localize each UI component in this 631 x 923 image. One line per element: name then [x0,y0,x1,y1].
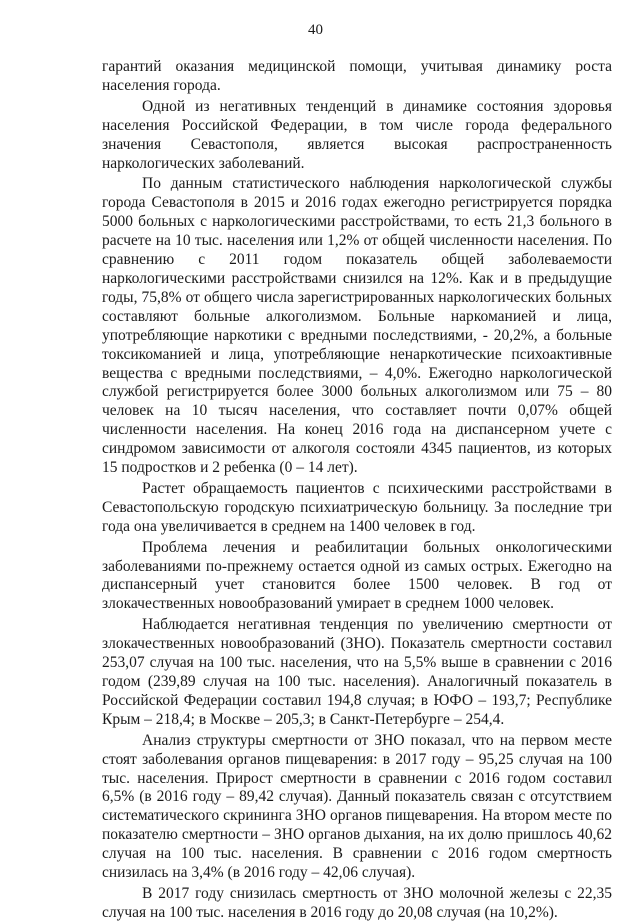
paragraph-narcology-trend: Одной из негативных тенденций в динамике состояния здоровья населения Российской Федерации, в том числе города федерального значения Севастополя, является высокая распространенность наркологических заболеваний. [102,97,612,172]
paragraph-cancer-mortality: Наблюдается негативная тенденция по увеличению смертности от злокачественных новообразований (ЗНО). Показатель смертности составил 253,07 случая на 100 тыс. населения, что на 5,5% выше в сравнении с 2016 годом (239,89 случая на 100 тыс. населения). Аналогичный показатель в Российской Федерации составил 194,8 случая; в ЮФО – 193,7; Республике Крым – 218,4; в Москве – 205,3; в Санкт-Петербурге – 254,4. [102,616,612,728]
paragraph-continuation: гарантий оказания медицинской помощи, учитывая динамику роста населения города. [102,58,612,94]
paragraph-psychiatric: Растет обращаемость пациентов с психическими расстройствами в Севастопольскую городскую психиатрическую больницу. За последние три года она увеличивается в среднем на 1400 человек в год. [102,479,612,535]
paragraph-oncology-problem: Проблема лечения и реабилитации больных онкологическими заболеваниями по-прежнему остается одной из самых острых. Ежегодно на диспансерный учет становится более 1500 человек. В год от злокачественных новообразований умирает в среднем 1000 человек. [102,538,612,613]
document-body [102,58,612,923]
paragraph-breast-cancer: В 2017 году снизилась смертность от ЗНО молочной железы с 22,35 случая на 100 тыс. населения в 2016 году до 20,08 случая (на 10,2%). [102,884,612,921]
paragraph-narcology-statistics: По данным статистического наблюдения наркологической службы города Севастополя в 2015 и 2016 годах ежегодно регистрируется порядка 5000 больных с наркологическими расстройствами, то есть 21,3 больного в расчете на 10 тыс. населения или 1,2% от общей численности населения. По сравнению с 2011 годом показатель общей заболеваемости наркологическими расстройствами снизился на 12%. Как и в предыдущие годы, 75,8% от общего числа зарегистрированных наркологических больных составляют больные алкоголизмом. Больные наркоманией и лица, употребляющие наркотики с вредными последствиями, - 20,2%, а больные токсикоманией и лица, употребляющие ненаркотические психоактивные вещества с вредными последствиями, – 4,0%. Ежегодно наркологической службой регистрируется более 3000 больных алкоголизмом или 75 – 80 человек на 10 тысяч населения, что составляет почти 0,07% общей численности населения. На конец 2016 года на диспансерном учете с синдромом зависимости от алкоголя состояли 4345 пациентов, из которых 15 подростков и 2 ребенка (0 – 14 лет). [102,175,612,477]
paragraph-mortality-structure: Анализ структуры смертности от ЗНО показал, что на первом месте стоят заболевания органов пищеварения: в 2017 году – 95,25 случая на 100 тыс. населения. Прирост смертности в сравнении с 2016 годом составил 6,5% (в 2016 году – 89,42 случая). Данный показатель связан с отсутствием систематического скрининга ЗНО органов пищеварения. На втором месте по показателю смертности – ЗНО органов дыхания, на их долю пришлось 40,62 случая на 100 тыс. населения. В сравнении с 2016 годом смертность снизилась на 3,4% (в 2016 году – 42,06 случая). [102,731,612,882]
page-number: 40 [308,22,323,38]
